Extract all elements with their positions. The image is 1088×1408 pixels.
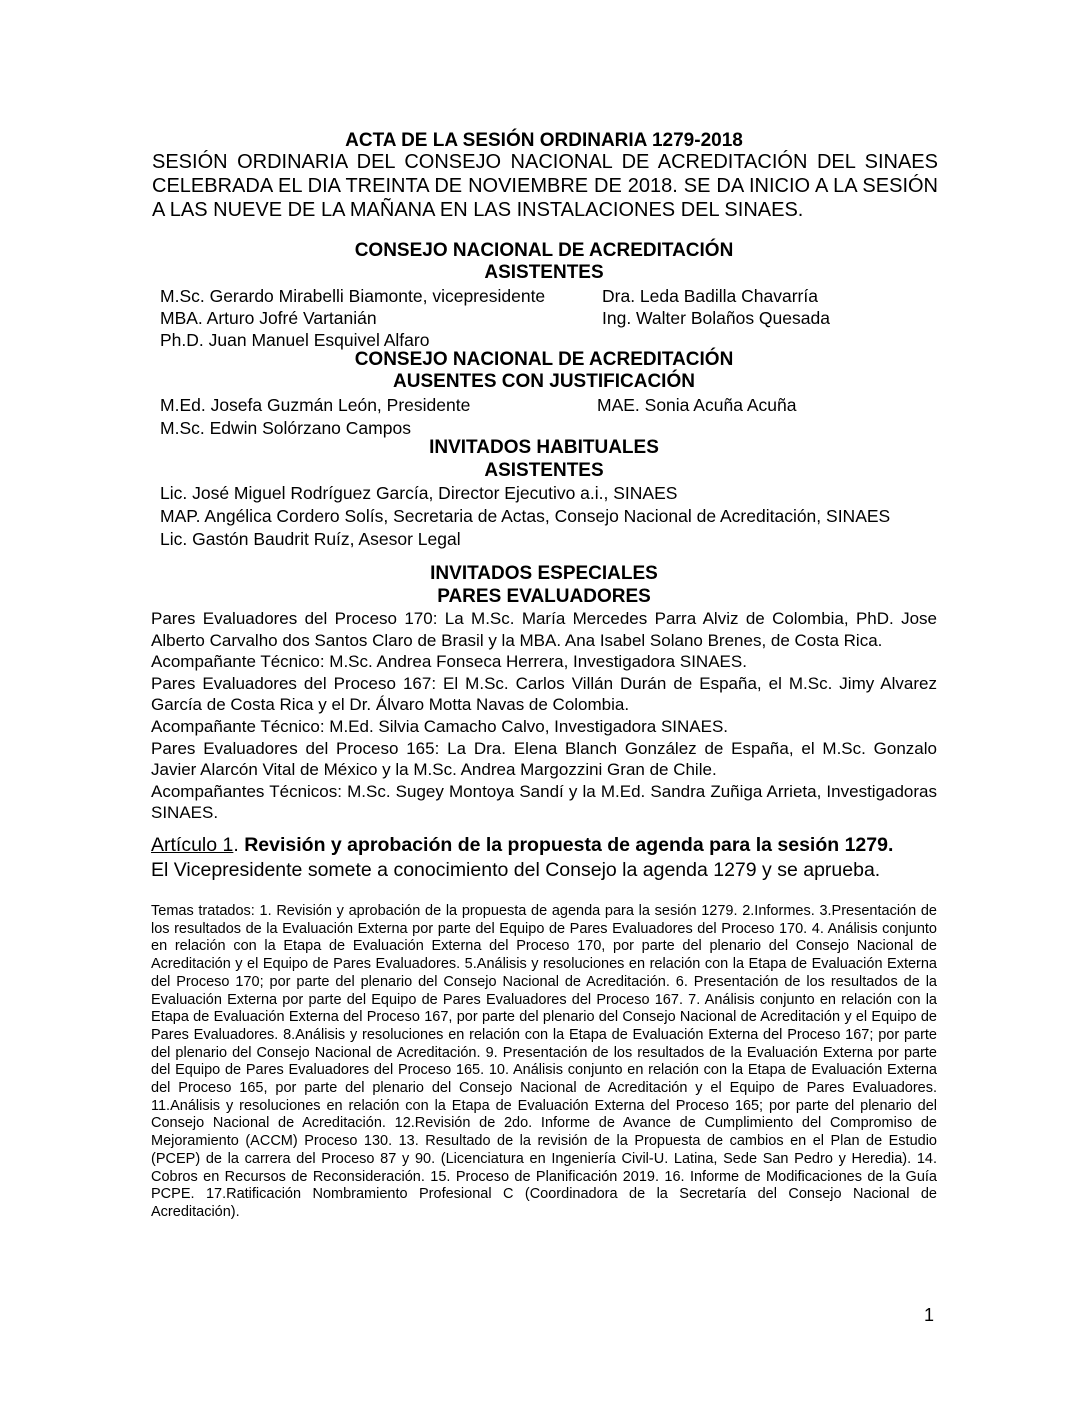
- council-absent-subheading: AUSENTES CON JUSTIFICACIÓN: [393, 371, 695, 392]
- attendee: Ph.D. Juan Manuel Esquivel Alfaro: [160, 330, 430, 350]
- guest: Lic. Gastón Baudrit Ruíz, Asesor Legal: [160, 529, 461, 549]
- attendee: Ing. Walter Bolaños Quesada: [602, 308, 830, 328]
- usual-guests-subheading: ASISTENTES: [484, 460, 604, 481]
- usual-guests-list: [160, 482, 890, 551]
- attendee: MBA. Arturo Jofré Vartanián: [160, 308, 377, 328]
- special-guest-paragraph: Acompañante Técnico: M.Ed. Silvia Camacho Calvo, Investigadora SINAES.: [151, 716, 729, 736]
- document-title: ACTA DE LA SESIÓN ORDINARIA 1279-2018: [345, 130, 743, 151]
- guest: MAP. Angélica Cordero Solís, Secretaria de Actas, Consejo Nacional de Acreditación, SINAES: [160, 506, 891, 526]
- article-1-heading: [151, 833, 893, 858]
- article-1-separator: .: [233, 834, 245, 856]
- council-absent-heading: CONSEJO NACIONAL DE ACREDITACIÓN: [354, 349, 734, 370]
- article-1-label: Artículo 1: [151, 834, 234, 856]
- special-guest-paragraph: Acompañantes Técnicos: M.Sc. Sugey Montoya Sandí y la M.Ed. Sandra Zuñiga Arrieta, Investigadoras SINAES.: [151, 781, 937, 823]
- page-number: 1: [924, 1305, 935, 1325]
- usual-guests-heading: INVITADOS HABITUALES: [429, 437, 659, 458]
- article-1-title: Revisión y aprobación de la propuesta de agenda para la sesión 1279.: [244, 834, 894, 856]
- special-guests-list: [151, 608, 937, 824]
- council-present-right-list: [602, 285, 830, 329]
- special-guest-paragraph: Pares Evaluadores del Proceso 165: La Dra. Elena Blanch González de España, el M.Sc. Gonzalo Javier Alarcón Vital de México y la M.Sc. Andrea Margozzini Gran de Chile.: [151, 738, 937, 780]
- attendee: Dra. Leda Badilla Chavarría: [602, 286, 818, 306]
- council-present-left-list: [160, 285, 545, 351]
- council-absent-right-list: [597, 394, 796, 417]
- guest: Lic. José Miguel Rodríguez García, Director Ejecutivo a.i., SINAES: [160, 483, 678, 503]
- attendee: M.Sc. Gerardo Mirabelli Biamonte, vicepresidente: [160, 286, 546, 306]
- council-present-heading: CONSEJO NACIONAL DE ACREDITACIÓN: [354, 240, 734, 261]
- intro-paragraph: SESIÓN ORDINARIA DEL CONSEJO NACIONAL DE ACREDITACIÓN DEL SINAES CELEBRADA EL DIA TREINTA DE NOVIEMBRE DE 2018. SE DA INICIO A LA SESIÓN A LAS NUEVE DE LA MAÑANA EN LAS INSTALACIONES DEL SINAES.: [152, 151, 938, 221]
- special-guests-heading: INVITADOS ESPECIALES: [430, 563, 658, 584]
- council-present-subheading: ASISTENTES: [484, 262, 604, 283]
- absentee: M.Sc. Edwin Solórzano Campos: [160, 418, 411, 438]
- special-guest-paragraph: Pares Evaluadores del Proceso 170: La M.Sc. María Mercedes Parra Alviz de Colombia, PhD. Jose Alberto Carvalho dos Santos Claro de Brasil y la MBA. Ana Isabel Solano Brenes, de Costa Rica.: [151, 609, 937, 650]
- topics-paragraph: Temas tratados: 1. Revisión y aprobación de la propuesta de agenda para la sesión 1279. 2.Informes. 3.Presentación de los resultados de la Evaluación Externa por parte del Equipo de Pares Evaluadores del Proceso 170. 4. Análisis conjunto en relación con la Etapa de Evaluación Externa del Proceso 170, por parte del plenario del Consejo Nacional de Acreditación y el Equipo de Pares Evaluadores. 5.Análisis y resoluciones en relación con la Etapa de Evaluación Externa del Proceso 170; por parte del plenario del Consejo Nacional de Acreditación. 6. Presentación de los resultados de la Evaluación Externa por parte del Equipo de Pares Evaluadores del Proceso 167. 7. Análisis conjunto en relación con la Etapa de Evaluación Externa del Proceso 167, por parte del plenario del Consejo Nacional de Acreditación y el Equipo de Pares Evaluadores. 8.Análisis y resoluciones en relación con la Etapa de Evaluación Externa del Proceso 167; por parte del plenario del Consejo Nacional de Acreditación. 9. Presentación de los resultados de la Evaluación Externa por parte del Equipo de Pares Evaluadores del Proceso 165. 10. Análisis conjunto en relación con la Etapa de Evaluación Externa del Proceso 165, por parte del plenario del Consejo Nacional de Acreditación y el Equipo de Pares Evaluadores. 11.Análisis y resoluciones en relación con la Etapa de Evaluación Externa del Proceso 165; por parte del plenario del Consejo Nacional de Acreditación. 12.Revisión de 2do. Informe de Avance de Cumplimiento del Compromiso de Mejoramiento (ACCM) Proceso 130. 13. Resultado de la revisión de la Propuesta de cambios en el Plan de Estudio (PCEP) de la carrera del Proceso 87 y 90. (Licenciatura en Ingeniería Civil-U. Latina, Sede San Pedro y Heredia). 14. Cobros en Recursos de Reconsideración. 15. Proceso de Planificación 2019. 16. Informe de Modificaciones de la Guía PCPE. 17.Ratificación Nombramiento Profesional C (Coordinadora de la Secretaría del Consejo Nacional de Acreditación).: [151, 903, 937, 1220]
- special-guest-paragraph: Pares Evaluadores del Proceso 167: El M.Sc. Carlos Villán Durán de España, el M.Sc. Jimy Alvarez García de Costa Rica y el Dr. Álvaro Motta Navas de Colombia.: [151, 673, 937, 715]
- special-guests-subheading: PARES EVALUADORES: [437, 586, 651, 607]
- absentee: MAE. Sonia Acuña Acuña: [597, 395, 797, 415]
- absentee: M.Ed. Josefa Guzmán León, Presidente: [160, 395, 471, 415]
- council-absent-left-list: [160, 394, 470, 440]
- special-guest-paragraph: Acompañante Técnico: M.Sc. Andrea Fonseca Herrera, Investigadora SINAES.: [151, 652, 747, 672]
- article-1-text: El Vicepresidente somete a conocimiento del Consejo la agenda 1279 y se aprueba.: [151, 859, 881, 881]
